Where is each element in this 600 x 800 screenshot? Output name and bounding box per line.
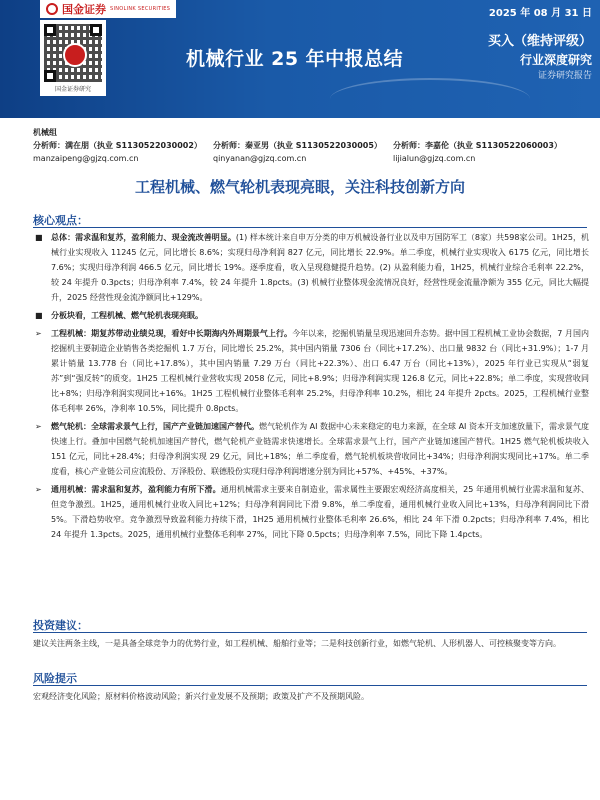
advice-text: 建议关注两条主线，一是具备全球竞争力的优势行业，如工程机械、船舶行业等；二是科技创新行业，如燃气轮机、人形机器人、可控核聚变等方向。 [33,639,561,648]
risk-text: 宏观经济变化风险；原材料价格波动风险；新兴行业发展不及预期；政策及扩产不及预期风险。 [33,692,369,701]
analyst-entry [213,140,393,163]
analyst-email[interactable]: qinyanan@gjzq.com.cn [213,154,307,163]
risk-heading: 风险提示 [33,672,77,685]
core-views-heading: 核心观点： [33,214,88,227]
company-logo [40,0,176,18]
logo-text-en: SINOLINK SECURITIES [110,6,171,12]
report-title: 机械行业 25 年中报总结 [186,48,404,70]
banner-decoration [330,78,530,118]
report-headline: 工程机械、燃气轮机表现亮眼，关注科技创新方向 [134,178,465,196]
analyst-name: 分析师：满在朋（执业 S1130522030002） [33,141,202,150]
logo-text-cn: 国金证券 [62,3,106,16]
item-text: 燃气轮机作为 AI 数据中心未来稳定的电力来源，在全球 AI 资本开支加速放量下，需求景气度快速上行。叠加中国燃气轮机加速国产替代，燃气轮机产业链需求快速增长。全球需求景气上行，国产产业链加速国产替代。1H25 燃气轮机板块收入 151 亿元，同比+28.4%；归母净利润实现 29 亿元，同比+18%；单二季度看，燃气轮机板块营收同比+34%；归母净利润实现同比+17%。单二季度看，核心产业链公司应流股份、万泽股份、联德股份实现归母净利润增速分别为同比+57%、+45%、+37%。 [51,422,589,476]
qr-seal-icon [63,43,87,67]
list-item [33,482,589,542]
list-item [33,308,589,323]
section-divider [33,227,587,228]
qr-finder-icon [44,70,56,82]
report-banner [0,0,600,118]
advice-heading: 投资建议： [33,619,88,632]
list-item [33,326,589,416]
qr-code [40,20,106,96]
list-item [33,419,589,479]
logo-mark-icon [46,3,58,15]
report-subtype: 证券研究报告 [537,71,592,81]
analyst-info [33,127,593,163]
rating: 买入（维持评级） [487,34,592,49]
item-lead: 分板块看，工程机械、燃气轮机表现亮眼。 [51,311,203,320]
report-type: 行业深度研究 [519,53,592,67]
item-lead: 总体：需求温和复苏，盈利能力、现金流改善明显。 [51,233,236,242]
arrow-bullet-icon: ➢ [35,485,42,494]
item-lead: 通用机械：需求温和复苏，盈利能力有所下滑。 [51,485,221,494]
arrow-bullet-icon: ➢ [35,329,42,338]
item-lead: 燃气轮机：全球需求景气上行，国产产业链加速国产替代。 [51,422,260,431]
analyst-entry [33,140,213,163]
analyst-name: 分析师：秦亚男（执业 S1130522030005） [213,141,382,150]
item-text: 今年以来，挖掘机销量呈现迅速回升态势。据中国工程机械工业协会数据，7 月国内挖掘机主要制造企业销售各类挖掘机 1.7 万台，同比增长 25.2%，其中国内销量 7306 台（同比+17.2%）、出口量 9832 台（同比+31.9%）；1-7 月累计销量 13.778 台（同比+17.8%），其中国内销量 7.29 万台（同比+22.3%）、出口 6.47 万台（同比+13%），2025 年行业已实现从“弱复苏”到“强反转”的质变。1H25 工程机械行业营收实现 2058 亿元，同比+8.9%；归母净利润实现 126.8 亿元，同比+22.8%；单二季度，实现营收同比+8%；归母净利润实现同比+16%。1H25 工程机械行业整体毛利率 25.2%，归母净利率 10.2%，相比 24 年提升 2pcts。2025，工程机械行业整体毛利率 26%，净利率 10.5%，同比提升 0.8pcts。 [51,329,589,413]
analyst-list [33,140,593,163]
report-date: 2025 年 08 月 31 日 [488,8,592,19]
qr-finder-icon [44,24,56,36]
list-item [33,230,589,305]
arrow-bullet-icon: ➢ [35,422,42,431]
qr-finder-icon [90,24,102,36]
item-text: (1) 样本统计来自申万分类的申万机械设备行业以及申万国防军工（8家）共598家公司。1H25，机械行业实现收入 11245 亿元，同比增长 8.6%；实现归母净利润 827 亿元，同比增长 22.9%。单二季度，机械行业实现收入 6175 亿元，同比增长 7.6%；实现归母净利润 466.5 亿元，同比增长 19%。逐季度看，收入呈现稳健提升趋势。(2) 从盈利能力看，1H25，机械行业综合毛利率 22.2%，较 24 年提升 0.3pcts；归母净利率 7.4%，较 24 年提升 1.8pcts。(3) 机械行业整体现金流情况良好，经营性现金流量净额为 355 亿元，同比大幅提升，2025 经营性现金流净额同比+129%。 [51,233,589,302]
item-lead: 工程机械：期复苏带动业绩兑现，看好中长期海内外周期景气上行。 [51,329,293,338]
analyst-entry [393,140,573,163]
square-bullet-icon: ■ [35,311,43,320]
square-bullet-icon: ■ [35,233,43,242]
analyst-name: 分析师：李嘉伦（执业 S1130522060003） [393,141,562,150]
analyst-email[interactable]: manzaipeng@gjzq.com.cn [33,154,139,163]
core-views-list [33,230,589,542]
section-divider [33,685,587,686]
section-divider [33,632,587,633]
item-text: 通用机械需求主要来自制造业，需求属性主要跟宏观经济高度相关，25 年通用机械行业需求温和复苏、但竞争激烈。1H25，通用机械行业收入同比+12%；归母净利润同比下滑 9.8%，单二季度看，通用机械行业收入同比+13%，归母净利润同比下滑 5%。下滑趋势收窄。竞争激烈导致盈利能力持续下滑，1H25 通用机械行业整体毛利率 26.6%，相比 24 年下滑 0.2pcts；归母净利率 7.4%，相比 24 年提升 1.3pcts。2025，通用机械行业整体毛利率 27%，同比下降 0.5pcts；归母净利率 7.5%，同比下降 1.4pcts。 [51,485,590,539]
analyst-email[interactable]: lijialun@gjzq.com.cn [393,154,476,163]
group-name: 机械组 [33,128,57,137]
qr-caption: 国金证券研究 [54,86,91,93]
